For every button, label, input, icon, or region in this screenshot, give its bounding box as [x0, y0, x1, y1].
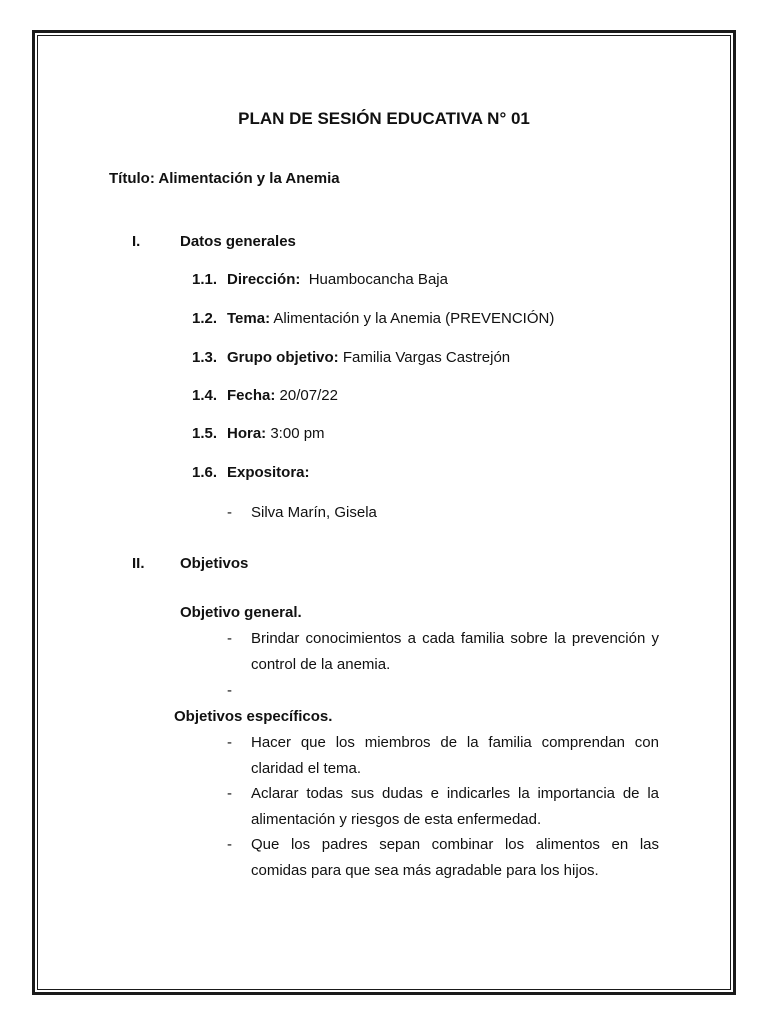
- item-line: Que los padres sepan combinar los alimentos en las: [251, 836, 659, 853]
- item-number: 1.5.: [192, 425, 218, 442]
- item-number: 1.6.: [192, 464, 218, 481]
- item-value: Alimentación y la Anemia (PREVENCIÓN): [273, 310, 555, 327]
- item-number: 1.4.: [192, 387, 218, 404]
- item-number: 1.1.: [192, 271, 218, 288]
- item-line: Brindar conocimientos a cada familia sobre la prevención y: [251, 630, 659, 647]
- item-content: [227, 464, 310, 482]
- bullet: -: [227, 785, 232, 802]
- item-value: 3:00 pm: [270, 425, 325, 442]
- item-label: Grupo objetivo:: [227, 349, 339, 366]
- item-label: Hora:: [227, 425, 267, 442]
- item-line: alimentación y riesgos de esta enfermedad.: [251, 811, 542, 828]
- item-value: Familia Vargas Castrejón: [342, 349, 511, 366]
- item-content: [227, 349, 510, 367]
- bullet: -: [227, 836, 232, 853]
- document-title: PLAN DE SESIÓN EDUCATIVA N° 01: [238, 109, 530, 128]
- bullet: -: [227, 504, 232, 521]
- item-value: Huambocancha Baja: [308, 271, 448, 288]
- general-objective-heading: Objetivo general.: [180, 604, 302, 621]
- bullet: -: [227, 630, 232, 647]
- section-1-numeral: I.: [132, 233, 141, 250]
- item-content: [227, 310, 554, 328]
- item-line: comidas para que sea más agradable para los hijos.: [251, 862, 599, 879]
- item-label: Dirección:: [227, 271, 301, 288]
- item-label: Fecha:: [227, 387, 276, 404]
- item-label: Tema:: [227, 310, 271, 327]
- bullet: -: [227, 734, 232, 751]
- section-2-heading: Objetivos: [180, 555, 249, 572]
- item-line: Hacer que los miembros de la familia comprendan con: [251, 734, 659, 751]
- item-label: Expositora:: [227, 464, 310, 481]
- item-line: claridad el tema.: [251, 760, 362, 777]
- item-number: 1.3.: [192, 349, 218, 366]
- document-subtitle: Título: Alimentación y la Anemia: [109, 170, 340, 187]
- item-content: [227, 425, 325, 443]
- item-content: [227, 387, 338, 405]
- item-content: [227, 271, 448, 289]
- section-2-numeral: II.: [132, 555, 145, 572]
- item-number: 1.2.: [192, 310, 218, 327]
- item-value: 20/07/22: [279, 387, 338, 404]
- section-1-heading: Datos generales: [180, 233, 296, 250]
- item-line: Aclarar todas sus dudas e indicarles la importancia de la: [251, 785, 659, 802]
- specific-objectives-heading: Objetivos específicos.: [174, 708, 333, 725]
- item-line: control de la anemia.: [251, 656, 391, 673]
- expositora-name: Silva Marín, Gisela: [251, 504, 377, 521]
- bullet: -: [227, 682, 232, 699]
